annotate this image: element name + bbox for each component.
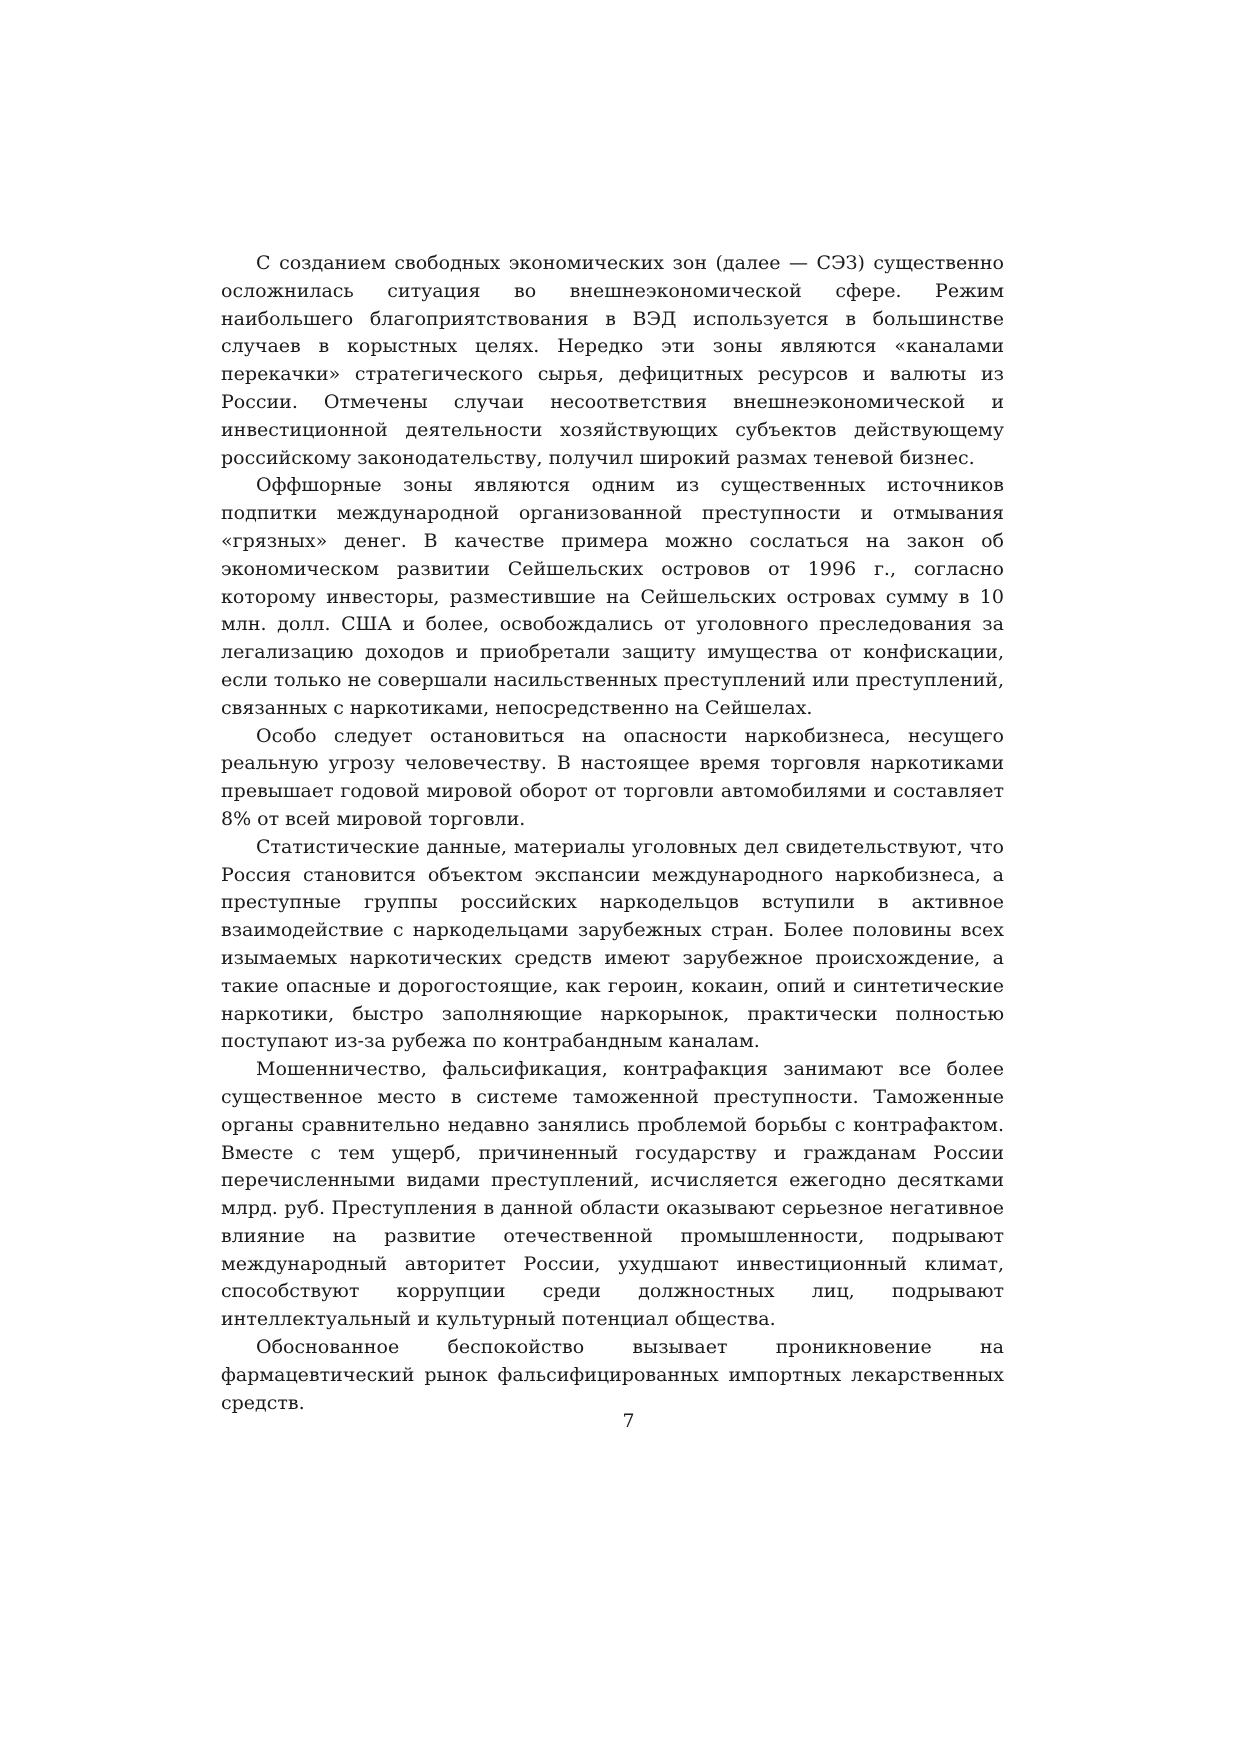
page-number: 7 [622, 1410, 635, 1432]
paragraph-1: С созданием свободных экономических зон (далее — СЭЗ) существенно осложнилась ситуация во внешнеэкономической сфере. Режим наибольшего благоприятствования в ВЭД используется в большинстве случаев в корыстных целях. Нередко эти зоны являются «каналами перекачки» стратегического сырья, дефицитных ресурсов и валюты из России. Отмечены случаи несоответствия внешнеэкономической и инвестиционной деятельности хозяйствующих субъектов действующему российскому законодательству, получил широкий размах теневой бизнес. [221, 252, 1004, 469]
paragraph-4: Статистические данные, материалы уголовных дел свидетельствуют, что Россия становится объектом экспансии международного наркобизнеса, а преступные группы российских наркодельцов вступили в активное взаимодействие с наркодельцами зарубежных стран. Более половины всех изымаемых наркотических средств имеют зарубежное происхождение, а такие опасные и дорогостоящие, как героин, кокаин, опий и синтетические наркотики, быстро заполняющие наркорынок, практически полностью поступают из-за рубежа по контрабандным каналам. [221, 835, 1004, 1053]
paragraph-5: Мошенничество, фальсификация, контрафакция занимают все более существенное место в системе таможенной преступности. Таможенные органы сравнительно недавно занялись проблемой борьбы с контрафактом. Вместе с тем ущерб, причиненный государству и гражданам России перечисленными видами преступлений, исчисляется ежегодно десятками млрд. руб. Преступления в данной области оказывают серьезное негативное влияние на развитие отечественной промышленности, подрывают международный авторитет России, ухудшают инвестиционный климат, способствуют коррупции среди должностных лиц, подрывают интеллектуальный и культурный потенциал общества. [221, 1058, 1004, 1331]
paragraph-2: Оффшорные зоны являются одним из существенных источников подпитки международной организованной преступности и отмывания «грязных» денег. В качестве примера можно сослаться на закон об экономическом развитии Сейшельских островов от 1996 г., согласно которому инвесторы, разместившие на Сейшельских островах сумму в 10 млн. долл. США и более, освобождались от уголовного преследования за легализацию доходов и приобретали защиту имущества от конфискации, если только не совершали насильственных преступлений или преступлений, связанных с наркотиками, непосредственно на Сейшелах. [221, 474, 1004, 719]
paragraph-6: Обоснованное беспокойство вызывает проникновение на фармацевтический рынок фальсифицированных импортных лекарственных средств. [221, 1336, 1004, 1414]
paragraph-3: Особо следует остановиться на опасности наркобизнеса, несущего реальную угрозу человечеству. В настоящее время торговля наркотиками превышает годовой мировой оборот от торговли автомобилями и составляет 8% от всей мировой торговли. [221, 724, 1004, 830]
body-text [221, 250, 1004, 1417]
